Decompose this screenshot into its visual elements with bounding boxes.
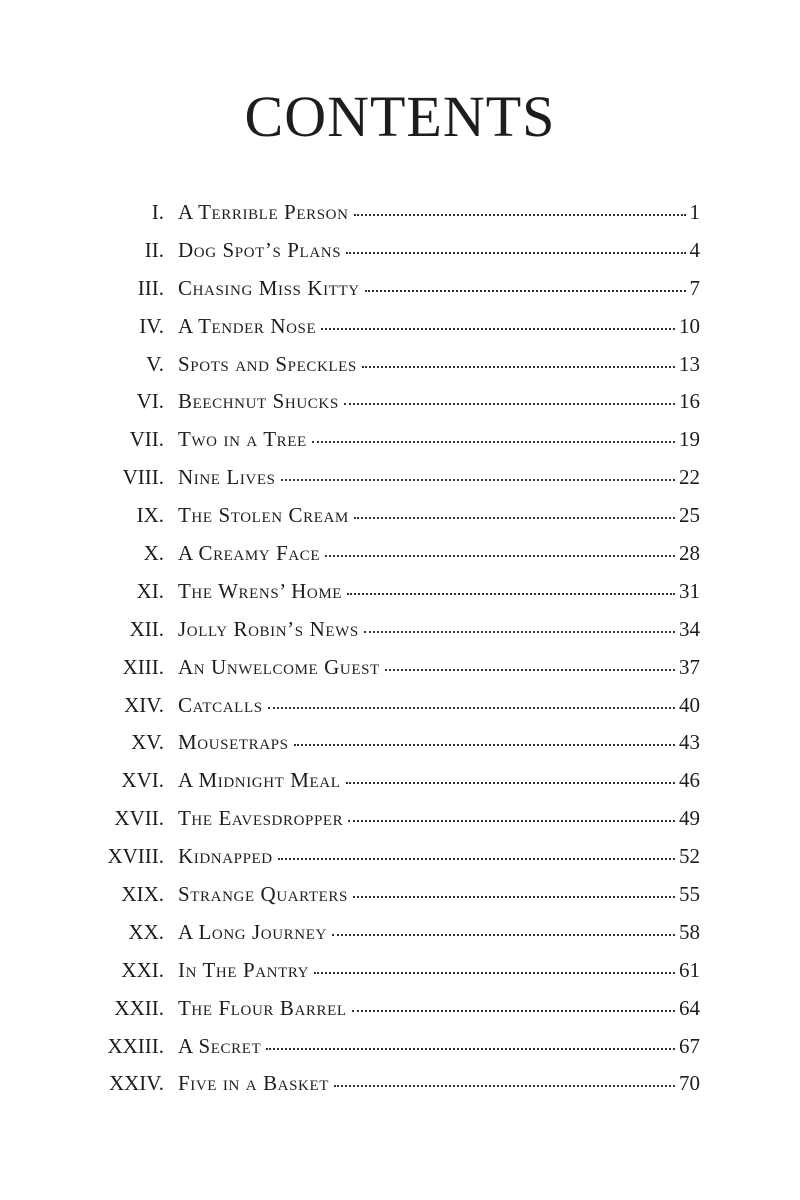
chapter-title: A Terrible Person (178, 200, 349, 224)
chapter-entry (178, 730, 700, 755)
dot-leader (354, 214, 686, 216)
page-title: CONTENTS (244, 84, 556, 149)
chapter-title: Strange Quarters (178, 882, 348, 907)
page-number: 52 (679, 844, 700, 869)
chapter-numeral: XVIII. (107, 844, 164, 869)
page-number: 58 (679, 919, 700, 944)
chapter-numeral: XXII. (114, 995, 164, 1020)
chapter-title: Spots and Speckles (178, 351, 357, 376)
dot-leader (314, 972, 675, 974)
chapter-numeral: II. (144, 237, 164, 262)
toc-entry (100, 238, 700, 276)
chapter-title: A Creamy Face (178, 541, 321, 566)
chapter-numeral: VII. (129, 427, 164, 452)
toc-entry (100, 314, 700, 352)
dot-leader (362, 366, 675, 368)
dot-leader (325, 555, 675, 557)
chapter-title: Dog Spot’s Plans (178, 237, 342, 262)
dot-leader (365, 290, 686, 292)
chapter-title: An Unwelcome Guest (178, 654, 380, 679)
chapter-entry (178, 314, 700, 339)
dot-leader (321, 328, 675, 330)
toc-entry (100, 276, 700, 314)
dot-leader (268, 707, 675, 709)
chapter-entry (178, 541, 700, 566)
chapter-numeral: XVII. (114, 806, 164, 831)
chapter-numeral: XXIV. (108, 1071, 164, 1096)
chapter-numeral: XIV. (124, 692, 164, 717)
chapter-numeral: XX. (128, 919, 164, 944)
dot-leader (332, 934, 675, 936)
chapter-entry (178, 693, 700, 718)
chapter-entry (178, 200, 700, 225)
page-number: 46 (679, 768, 700, 793)
page-number: 67 (679, 1033, 700, 1058)
chapter-numeral: XI. (136, 578, 164, 603)
chapter-entry (178, 352, 700, 377)
chapter-title: Catcalls (178, 692, 263, 717)
chapter-entry (178, 276, 700, 301)
page-number: 16 (679, 389, 700, 414)
chapter-entry (178, 1071, 700, 1096)
chapter-numeral: X. (143, 541, 164, 566)
chapter-numeral: IX. (136, 503, 164, 528)
toc-entry (100, 389, 700, 427)
page-number: 64 (679, 995, 700, 1020)
page-number: 13 (679, 351, 700, 376)
chapter-title: The Stolen Cream (178, 503, 349, 528)
page-number: 70 (679, 1071, 700, 1096)
dot-leader (348, 820, 675, 822)
dot-leader (385, 669, 675, 671)
table-of-contents (100, 200, 700, 1109)
chapter-title: The Flour Barrel (178, 995, 347, 1020)
toc-entry (100, 882, 700, 920)
toc-entry (100, 996, 700, 1034)
toc-entry (100, 693, 700, 731)
dot-leader (352, 1010, 675, 1012)
dot-leader (344, 403, 675, 405)
dot-leader (281, 479, 675, 481)
chapter-entry (178, 806, 700, 831)
chapter-title: Nine Lives (178, 465, 276, 490)
page-number: 22 (679, 465, 700, 490)
dot-leader (334, 1085, 675, 1087)
chapter-entry (178, 617, 700, 642)
chapter-entry (178, 465, 700, 490)
dot-leader (347, 593, 675, 595)
chapter-entry (178, 503, 700, 528)
chapter-entry (178, 579, 700, 604)
chapter-numeral: XIX. (121, 882, 164, 907)
toc-entry (100, 200, 700, 238)
chapter-numeral: V. (146, 351, 164, 376)
toc-entry (100, 617, 700, 655)
chapter-numeral: XV. (131, 730, 164, 755)
chapter-title: The Eavesdropper (178, 806, 344, 831)
page-number: 28 (679, 541, 700, 566)
chapter-entry (178, 768, 700, 793)
chapter-title: Five in a Basket (178, 1071, 330, 1096)
toc-entry (100, 503, 700, 541)
chapter-entry (178, 958, 700, 983)
chapter-title: Jolly Robin’s News (178, 616, 359, 641)
chapter-title: Chasing Miss Kitty (178, 275, 360, 300)
chapter-numeral: XIII. (122, 654, 164, 679)
chapter-entry (178, 844, 700, 869)
chapter-entry (178, 655, 700, 680)
page-number: 7 (689, 275, 700, 300)
chapter-numeral: III. (137, 275, 164, 300)
toc-entry (100, 806, 700, 844)
chapter-title: Beechnut Shucks (178, 389, 339, 414)
page-number: 34 (679, 616, 700, 641)
chapter-numeral: VIII. (122, 465, 164, 490)
toc-entry (100, 768, 700, 806)
dot-leader (294, 744, 675, 746)
chapter-numeral: XVI. (121, 768, 164, 793)
page-number: 37 (679, 654, 700, 679)
chapter-entry (178, 1034, 700, 1059)
page-number: 10 (679, 313, 700, 338)
toc-entry (100, 958, 700, 996)
dot-leader (353, 896, 675, 898)
chapter-title: Kidnapped (178, 844, 273, 869)
page-number: 25 (679, 503, 700, 528)
toc-entry (100, 1071, 700, 1109)
toc-entry (100, 427, 700, 465)
toc-entry (100, 730, 700, 768)
chapter-title: In The Pantry (178, 957, 310, 982)
dot-leader (266, 1048, 675, 1050)
chapter-entry (178, 882, 700, 907)
chapter-numeral: I. (151, 200, 164, 224)
toc-entry (100, 352, 700, 390)
dot-leader (364, 631, 675, 633)
page-number: 19 (679, 427, 700, 452)
chapter-title: A Midnight Meal (178, 768, 341, 793)
chapter-numeral: IV. (139, 313, 164, 338)
page-number: 31 (679, 578, 700, 603)
dot-leader (346, 782, 676, 784)
toc-entry (100, 920, 700, 958)
dot-leader (354, 517, 675, 519)
toc-entry (100, 844, 700, 882)
dot-leader (346, 252, 685, 254)
chapter-title: Mousetraps (178, 730, 289, 755)
chapter-title: The Wrens’ Home (178, 578, 343, 603)
chapter-title: A Long Journey (178, 919, 327, 944)
chapter-numeral: VI. (136, 389, 164, 414)
chapter-numeral: XXI. (121, 957, 164, 982)
toc-entry (100, 465, 700, 503)
chapter-numeral: XII. (129, 616, 164, 641)
chapter-entry (178, 996, 700, 1021)
chapter-title: A Secret (178, 1033, 262, 1058)
chapter-entry (178, 389, 700, 414)
page-number: 4 (689, 237, 700, 262)
dot-leader (312, 441, 675, 443)
page-number: 49 (679, 806, 700, 831)
page-number: 40 (679, 692, 700, 717)
toc-entry (100, 579, 700, 617)
page-number: 55 (679, 882, 700, 907)
toc-entry (100, 1034, 700, 1072)
chapter-title: A Tender Nose (178, 313, 317, 338)
chapter-numeral: XXIII. (107, 1033, 164, 1058)
page-number: 43 (679, 730, 700, 755)
toc-entry (100, 541, 700, 579)
chapter-entry (178, 238, 700, 263)
page-number: 1 (689, 200, 700, 224)
page-number: 61 (679, 957, 700, 982)
chapter-entry (178, 920, 700, 945)
dot-leader (278, 858, 675, 860)
chapter-entry (178, 427, 700, 452)
chapter-title: Two in a Tree (178, 427, 307, 452)
toc-entry (100, 655, 700, 693)
